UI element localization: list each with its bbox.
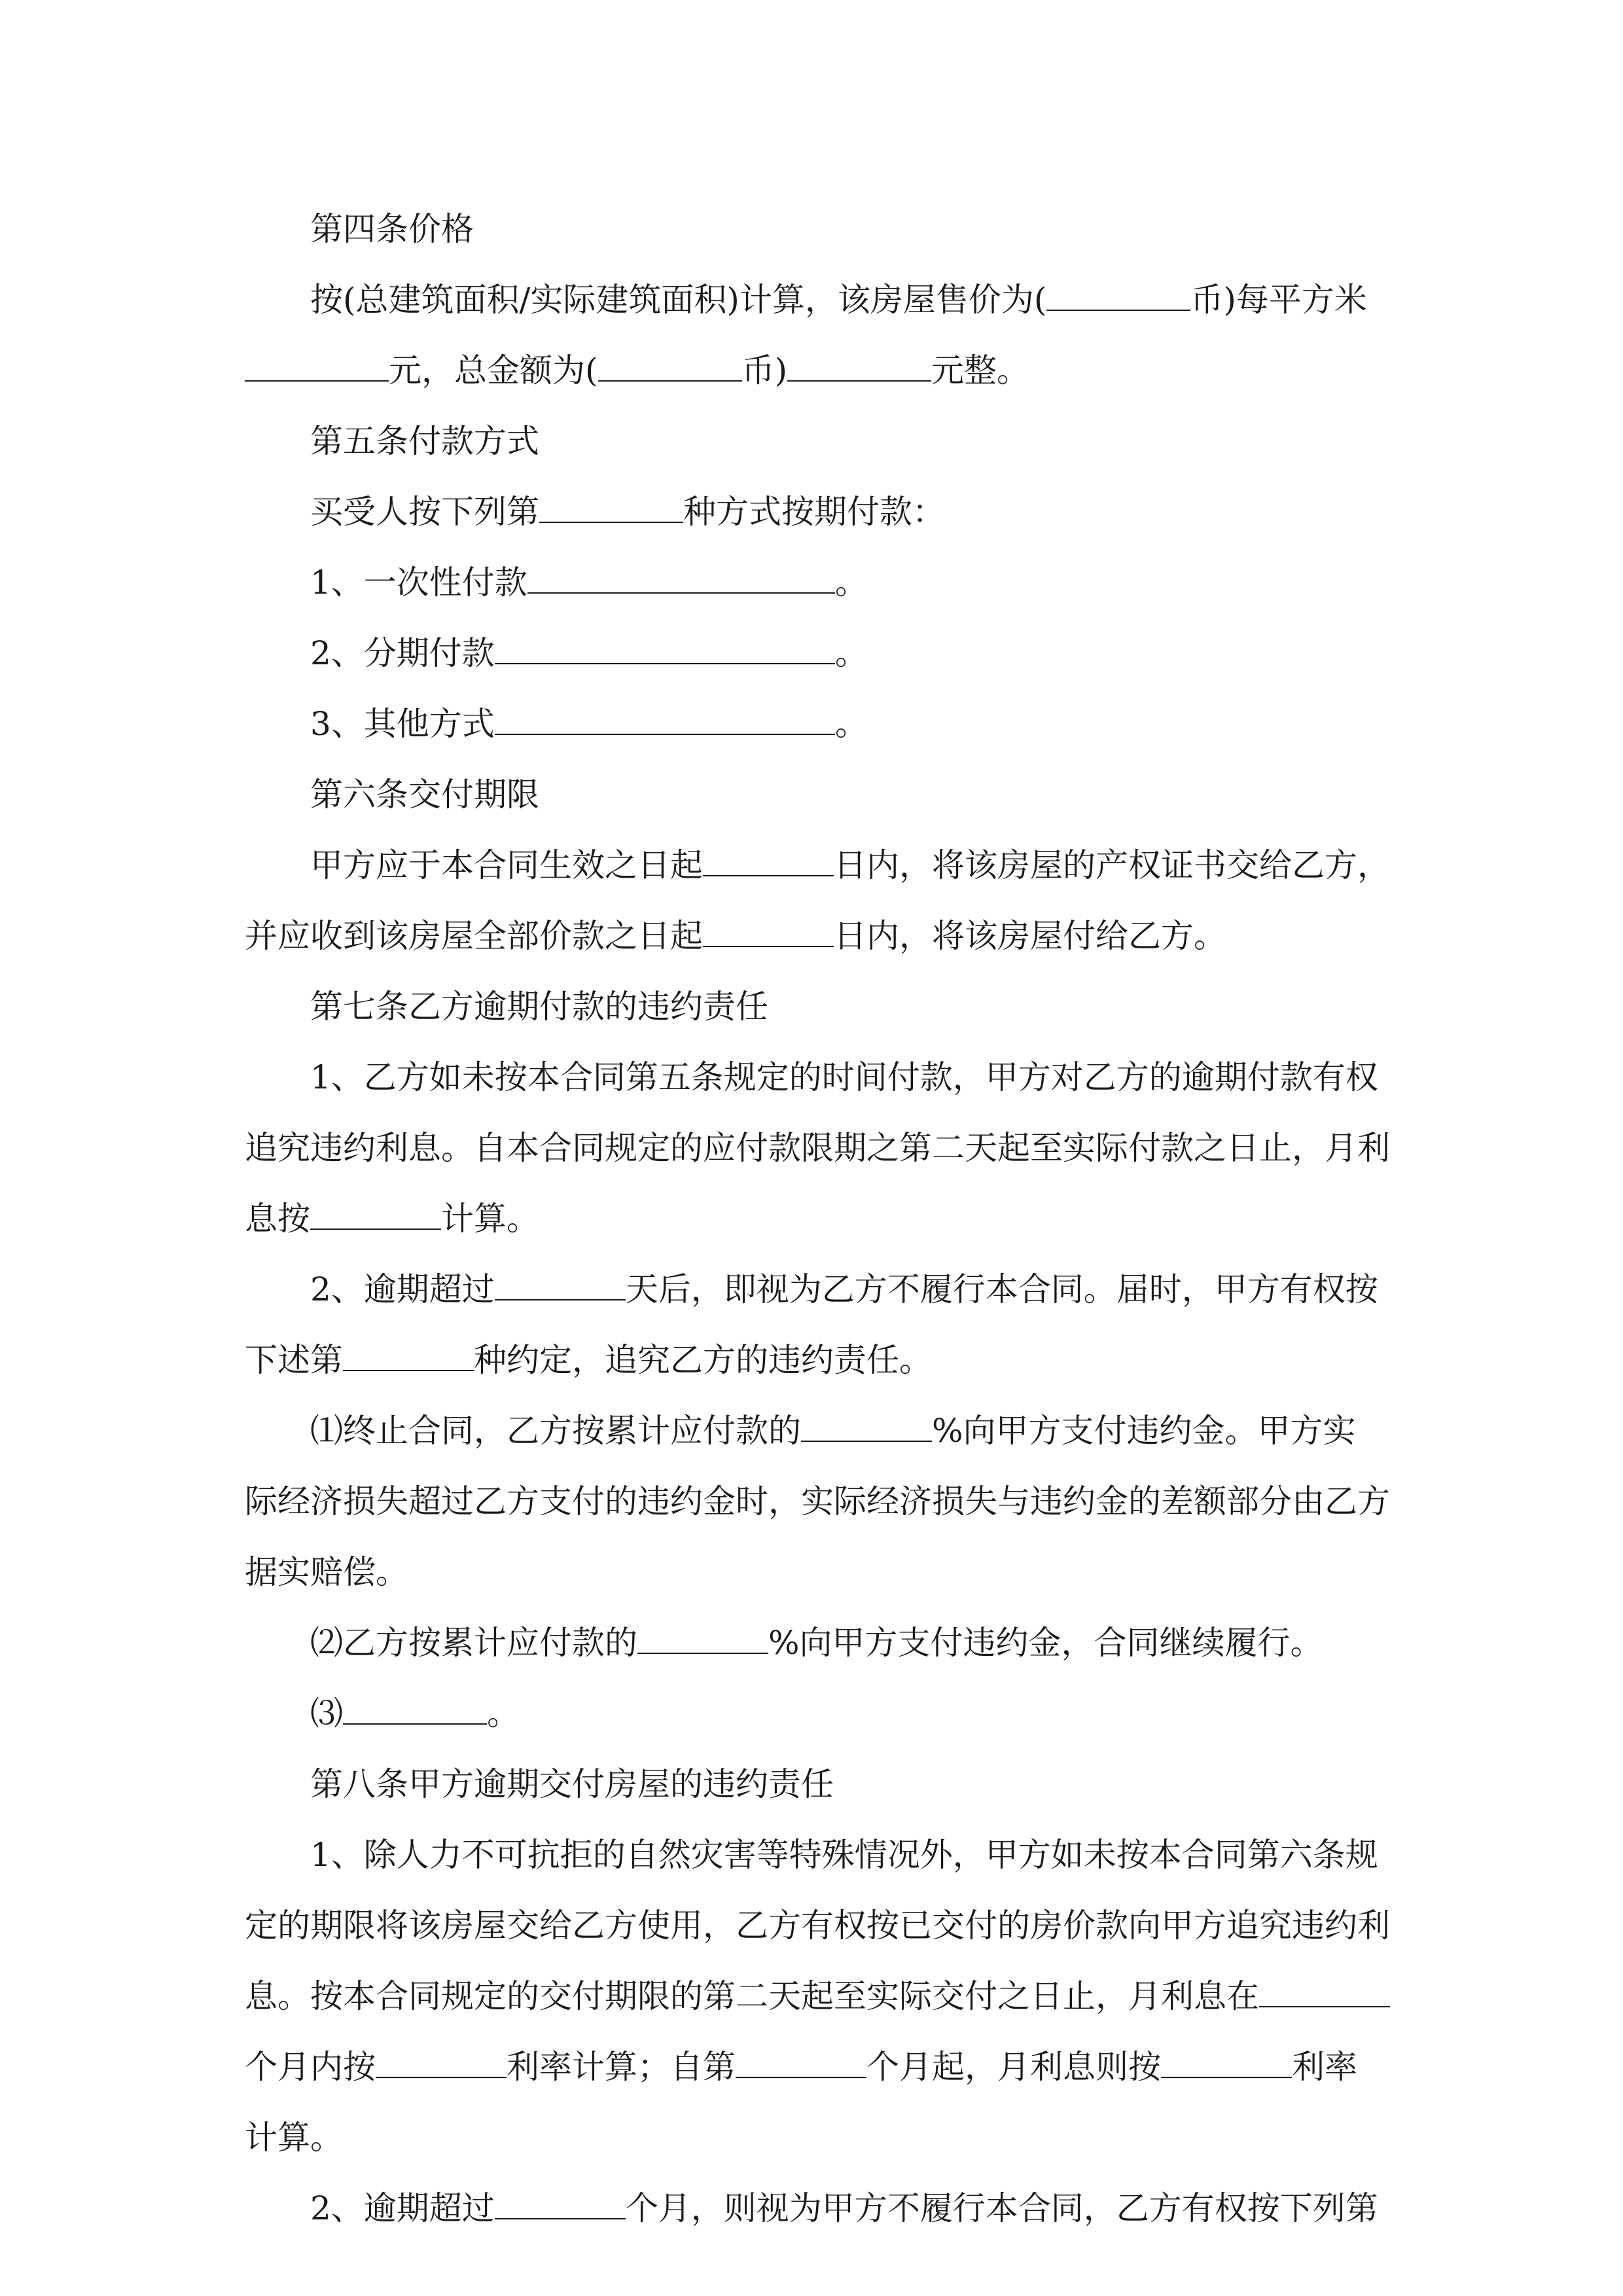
text: 币) — [741, 351, 788, 389]
text: 元，总金额为( — [389, 351, 598, 389]
text: 2、逾期超过 — [310, 1270, 495, 1308]
paragraph-line — [245, 1466, 1390, 1537]
list-item — [245, 547, 1385, 618]
fill-in-blank[interactable] — [495, 1261, 626, 1300]
text: 并应收到该房屋全部价款之日起 — [245, 917, 703, 955]
text: 个月起，月利息则按 — [866, 2048, 1161, 2086]
paragraph-line — [245, 335, 1385, 406]
text: 个月，则视为甲方不履行本合同，乙方有权按下列第 — [625, 2189, 1378, 2227]
text: 据实赔偿。 — [245, 1553, 408, 1591]
text: 1、乙方如未按本合同第五条规定的时间付款，甲方对乙方的逾期付款有权 — [310, 1058, 1378, 1096]
fill-in-blank[interactable] — [1046, 272, 1190, 311]
paragraph-line — [245, 1961, 1385, 2032]
paragraph-line — [245, 1042, 1385, 1113]
text: 种方式按期付款： — [683, 493, 945, 531]
text: ⑶ — [310, 1695, 343, 1732]
text: 第四条价格 — [310, 210, 474, 248]
paragraph-line — [245, 2173, 1385, 2244]
paragraph-line — [245, 1113, 1390, 1183]
text: 日内，将该房屋的产权证书交给乙方， — [834, 846, 1390, 884]
text: 1、一次性付款 — [310, 564, 527, 601]
text: 币)每平方米 — [1190, 281, 1367, 319]
text: 第五条付款方式 — [310, 422, 539, 460]
paragraph-line — [245, 2102, 1385, 2173]
fill-in-blank[interactable] — [703, 837, 834, 876]
text: 甲方应于本合同生效之日起 — [310, 846, 703, 884]
paragraph-line — [245, 1395, 1385, 1466]
paragraph-line — [245, 476, 1385, 547]
text: 1、除人力不可抗拒的自然灾害等特殊情况外，甲方如未按本合同第六条规 — [310, 1836, 1378, 1874]
text: 第七条乙方逾期付款的违约责任 — [310, 988, 768, 1026]
text: 元整。 — [931, 351, 1030, 389]
paragraph-line — [245, 1678, 1385, 1749]
text: %向甲方支付违约金。甲方实 — [932, 1412, 1356, 1450]
text: 个月内按 — [245, 2048, 376, 2086]
section-heading-price — [245, 194, 1385, 264]
text: 。 — [834, 564, 868, 601]
fill-in-blank[interactable] — [801, 1403, 932, 1442]
text: 。 — [834, 634, 868, 672]
text: 追究违约利息。自本合同规定的应付款限期之第二天起至实际付款之日止，月利 — [245, 1129, 1390, 1167]
fill-in-blank[interactable] — [787, 342, 931, 382]
fill-in-blank[interactable] — [343, 1332, 474, 1371]
text: 种约定，追究乙方的违约责任。 — [474, 1341, 932, 1379]
fill-in-blank[interactable] — [527, 554, 835, 594]
text: 。 — [834, 705, 868, 743]
text: 息按 — [245, 1200, 310, 1238]
fill-in-blank[interactable] — [310, 1191, 441, 1230]
text: 计算。 — [441, 1200, 539, 1238]
text: %向甲方支付违约金，合同继续履行。 — [768, 1624, 1323, 1662]
paragraph-line — [245, 264, 1385, 335]
text: ⑴终止合同，乙方按累计应付款的 — [310, 1412, 801, 1450]
text: 买受人按下列第 — [310, 493, 539, 531]
paragraph-line — [245, 1820, 1385, 1890]
fill-in-blank[interactable] — [1161, 2039, 1292, 2078]
fill-in-blank[interactable] — [495, 625, 835, 664]
text: 际经济损失超过乙方支付的违约金时，实际经济损失与违约金的差额部分由乙方 — [245, 1482, 1390, 1520]
text: 定的期限将该房屋交给乙方使用，乙方有权按已交付的房价款向甲方追究违约利 — [245, 1907, 1390, 1945]
fill-in-blank[interactable] — [1259, 1968, 1390, 2007]
fill-in-blank[interactable] — [343, 1685, 487, 1725]
text: 计算。 — [245, 2119, 343, 2157]
paragraph-line — [245, 1183, 1385, 1254]
fill-in-blank[interactable] — [703, 908, 834, 947]
section-heading-seller-late-delivery — [245, 1749, 1385, 1820]
fill-in-blank[interactable] — [736, 2039, 866, 2078]
fill-in-blank[interactable] — [245, 342, 389, 382]
text: 第六条交付期限 — [310, 776, 539, 814]
text: 天后，即视为乙方不履行本合同。届时，甲方有权按 — [625, 1270, 1378, 1308]
fill-in-blank[interactable] — [598, 342, 742, 382]
text: 按(总建筑面积/实际建筑面积)计算，该房屋售价为( — [310, 281, 1047, 319]
fill-in-blank[interactable] — [376, 2039, 507, 2078]
fill-in-blank[interactable] — [539, 484, 683, 523]
text: 2、分期付款 — [310, 634, 495, 672]
list-item — [245, 618, 1385, 689]
text: 。 — [487, 1695, 520, 1732]
paragraph-line — [245, 1254, 1385, 1325]
text: 下述第 — [245, 1341, 343, 1379]
section-heading-buyer-late-payment — [245, 971, 1385, 1042]
paragraph-line — [245, 2032, 1385, 2102]
paragraph-line — [245, 901, 1385, 971]
fill-in-blank[interactable] — [637, 1615, 768, 1654]
list-item — [245, 689, 1385, 759]
fill-in-blank[interactable] — [495, 696, 835, 735]
section-heading-payment — [245, 406, 1385, 476]
text: 第八条甲方逾期交付房屋的违约责任 — [310, 1765, 834, 1803]
text: 息。按本合同规定的交付期限的第二天起至实际交付之日止，月利息在 — [245, 1977, 1259, 2015]
fill-in-blank[interactable] — [495, 2180, 626, 2219]
text: ⑵乙方按累计应付款的 — [310, 1624, 637, 1662]
text: 3、其他方式 — [310, 705, 495, 743]
text: 2、逾期超过 — [310, 2189, 495, 2227]
paragraph-line — [245, 830, 1390, 901]
text: 日内，将该房屋付给乙方。 — [834, 917, 1226, 955]
paragraph-line — [245, 1325, 1385, 1395]
paragraph-line — [245, 1607, 1385, 1678]
text: 利率计算；自第 — [507, 2048, 736, 2086]
contract-body — [245, 194, 1390, 2244]
text: 利率 — [1292, 2048, 1357, 2086]
section-heading-delivery-deadline — [245, 759, 1385, 830]
paragraph-line — [245, 1537, 1385, 1607]
paragraph-line — [245, 1890, 1390, 1961]
